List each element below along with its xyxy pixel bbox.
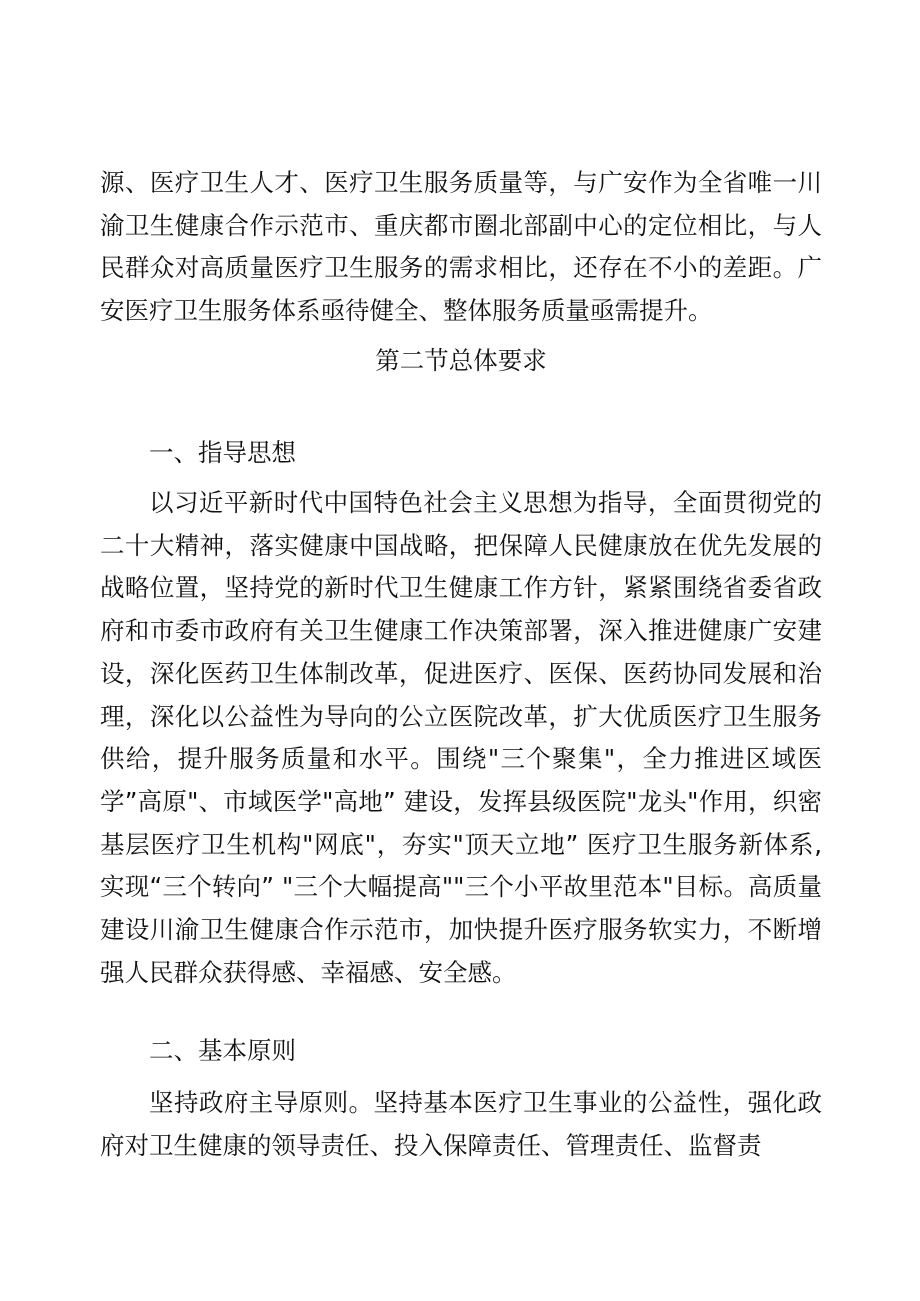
paragraph-principles: 坚持政府主导原则。坚持基本医疗卫生事业的公益性，强化政府对卫生健康的领导责任、投入保障责任、管理责任、监督责 xyxy=(100,1088,822,1160)
paragraph-intro: 源、医疗卫生人才、医疗卫生服务质量等，与广安作为全省唯一川渝卫生健康合作示范市、重庆都市圈北部副中心的定位相比，与人民群众对高质量医疗卫生服务的需求相比，还存在不小的差距。广安医疗卫生服务体系亟待健全、整体服务质量亟需提升。 xyxy=(100,168,822,326)
heading-basic-principles: 二、基本原则 xyxy=(149,1036,296,1065)
section-title: 第二节总体要求 xyxy=(375,346,547,375)
paragraph-guiding-thought: 以习近平新时代中国特色社会主义思想为指导，全面贯彻党的二十大精神，落实健康中国战略，把保障人民健康放在优先发展的战略位置，坚持党的新时代卫生健康工作方针，紧紧围绕省委省政府和市委市政府有关卫生健康工作决策部署，深入推进健康广安建设，深化医药卫生体制改革，促进医疗、医保、医药协同发展和治理，深化以公益性为导向的公立医院改革，扩大优质医疗卫生服务供给，提升服务质量和水平。围绕"三个聚集"，全力推进区域医学”高原"、市域医学"高地” 建设，发挥县级医院"龙头"作用，织密基层医疗卫生机构"网底"，夯实"顶天立地” 医疗卫生服务新体系,实现“三个转向” "三个大幅提高""三个小平故里范本"目标。高质量建设川渝卫生健康合作示范市，加快提升医疗服务软实力，不断增强人民群众获得感、幸福感、安全感。 xyxy=(100,488,822,987)
heading-guiding-thought: 一、指导思想 xyxy=(149,438,296,467)
